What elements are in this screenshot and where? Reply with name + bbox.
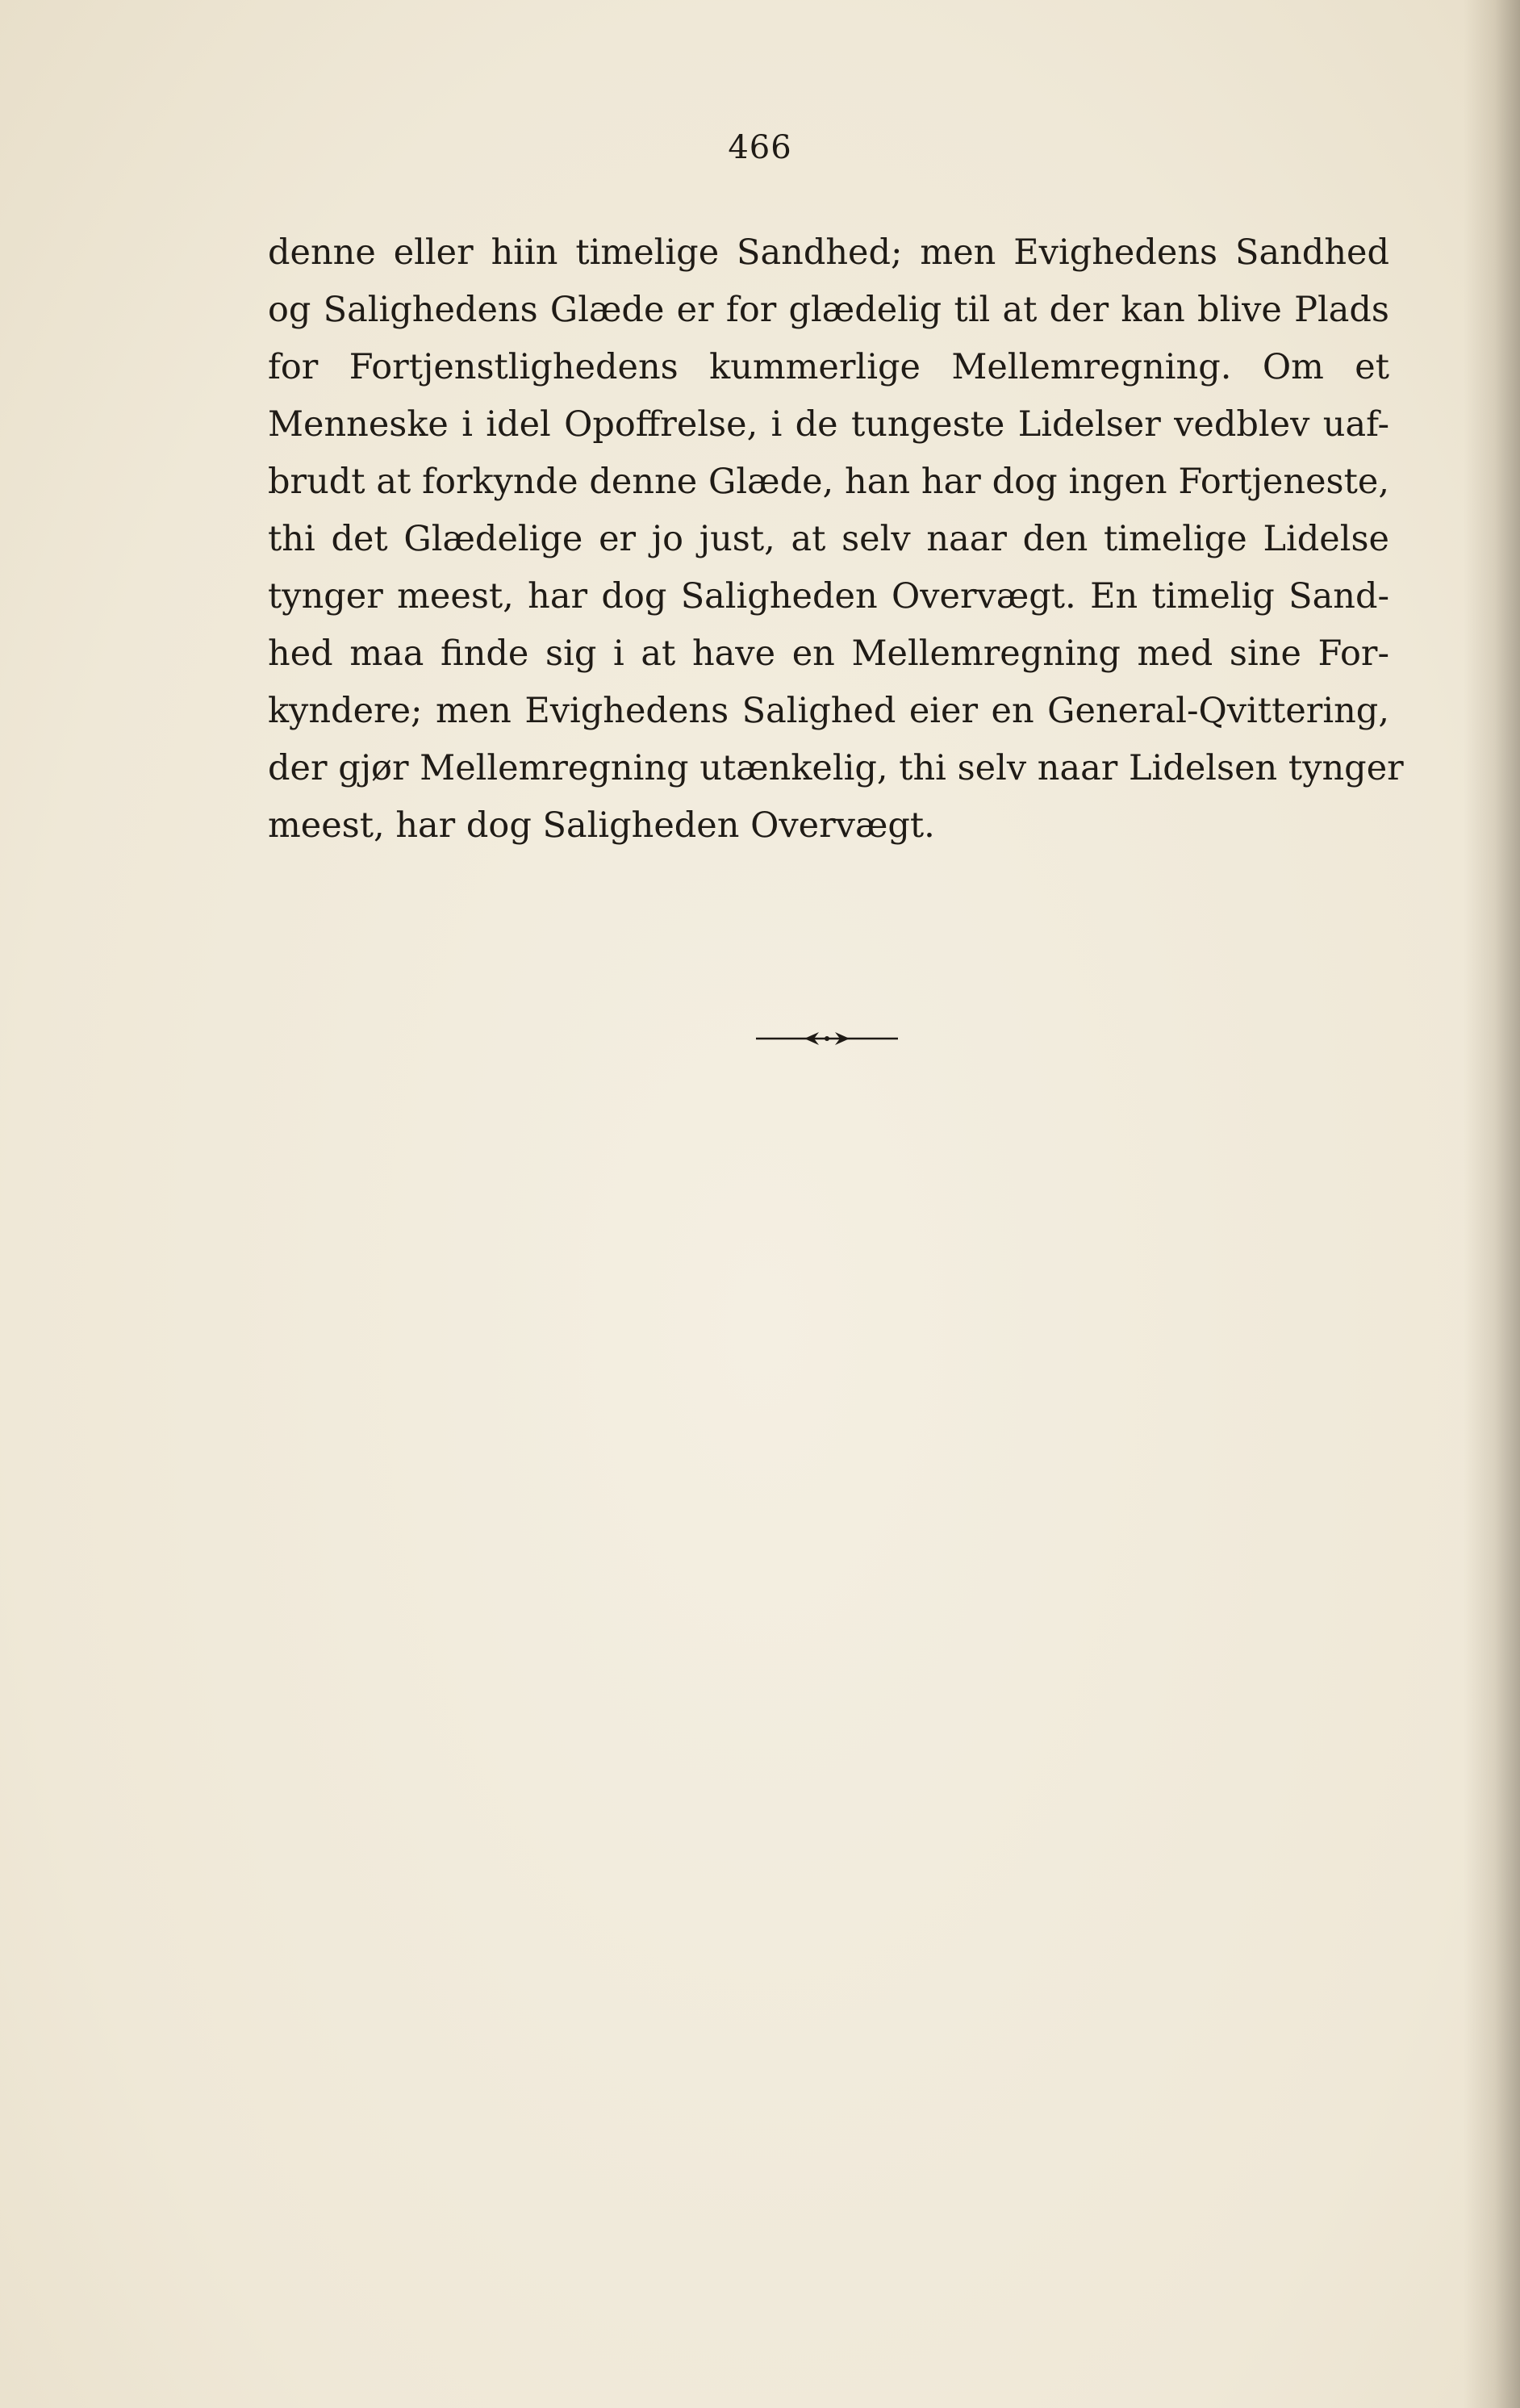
section-end-ornament (754, 1029, 900, 1048)
text-line: brudt at forkynde denne Glæde, han har dog ingen Fortjeneste, (268, 462, 1389, 502)
text-line: kyndere; men Evighedens Salighed eier en General-Qvittering, (268, 691, 1389, 731)
text-line: for Fortjenstlighedens kummerlige Mellemregning. Om et (268, 347, 1389, 387)
text-line: thi det Glædelige er jo just, at selv naar den timelige Lidelse (268, 519, 1389, 559)
body-paragraph (268, 224, 1404, 855)
text-line: Menneske i idel Opoffrelse, i de tungeste Lidelser vedblev uaf- (268, 404, 1389, 445)
text-line: tynger meest, har dog Saligheden Overvægt. En timelig Sand- (268, 576, 1389, 617)
text-line: hed maa finde sig i at have en Mellemregning med sine For- (268, 633, 1389, 674)
text-line: denne eller hiin timelige Sandhed; men Evighedens Sandhed (268, 232, 1389, 273)
page-number: 466 (728, 129, 792, 166)
page-edge-shadow (1464, 0, 1520, 2408)
text-line: og Salighedens Glæde er for glædelig til at der kan blive Plads (268, 290, 1389, 330)
text-line: meest, har dog Saligheden Overvægt. (268, 805, 935, 846)
text-line: der gjør Mellemregning utænkelig, thi selv naar Lidelsen tynger (268, 748, 1404, 788)
